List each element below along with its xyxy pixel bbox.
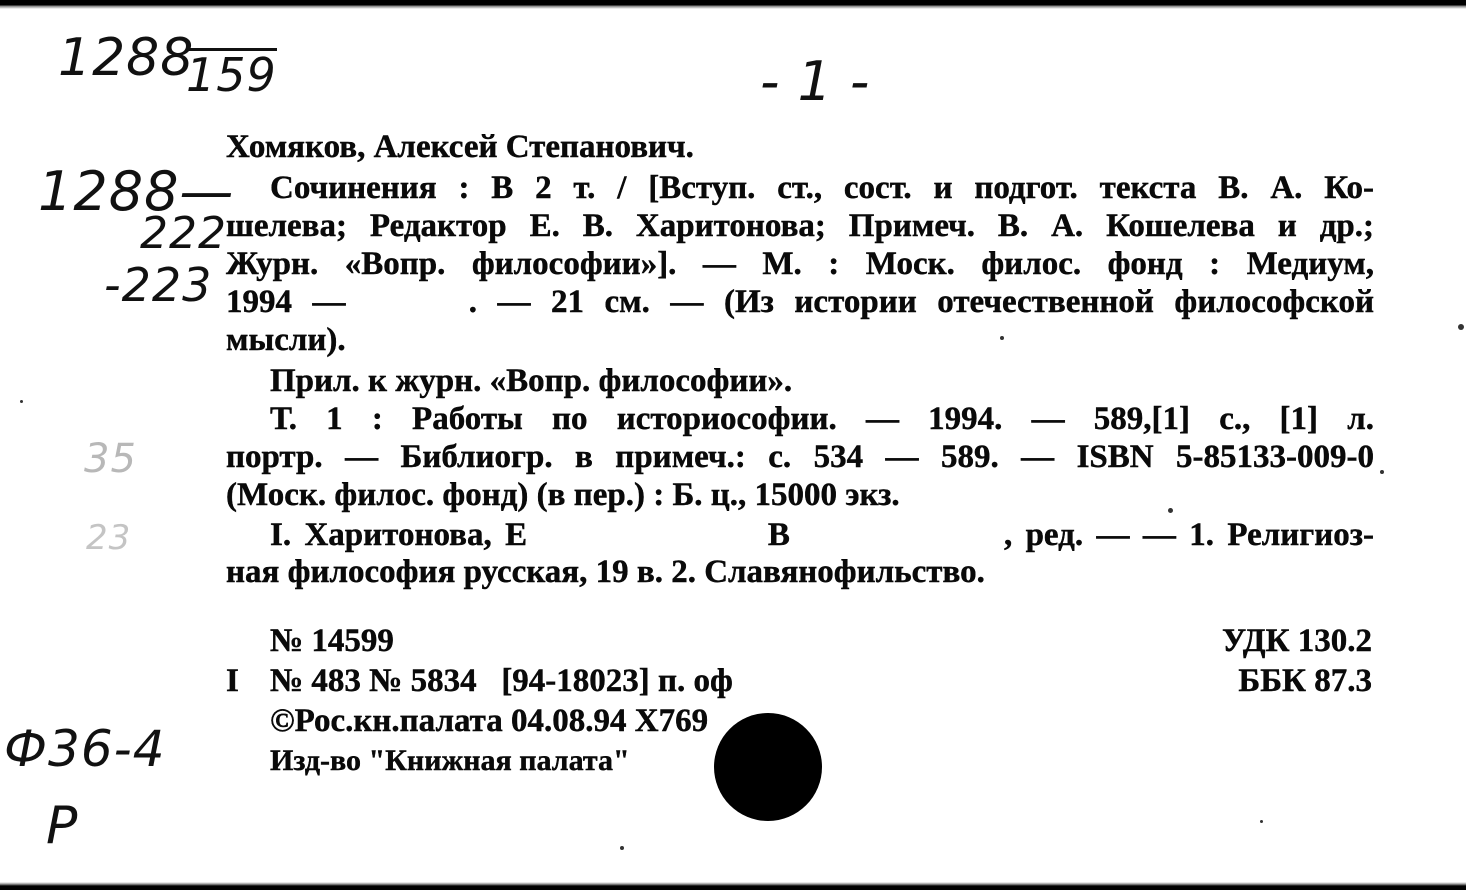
order-prefix: I (226, 663, 239, 699)
ink-blot (714, 713, 822, 821)
record-volume-line: (Моск. филос. фонд) (в пер.) : Б. ц., 15000 экз. (226, 477, 900, 513)
handwritten-code-bottom: Ф36-4 (4, 720, 166, 778)
handwritten-shelfmark-range-a: 222 (140, 208, 227, 259)
record-tracing-line: I. Харитонова, Е В , ред. — — 1. Религиоз- (270, 517, 1374, 553)
publisher-line: Изд-во "Книжная палата" (270, 744, 630, 777)
udk-code: УДК 130.2 (1221, 623, 1372, 659)
card-bottom-edge (0, 882, 1466, 890)
record-note: Прил. к журн. «Вопр. философии». (270, 363, 793, 399)
ink-speck (1380, 470, 1384, 474)
ink-speck (1458, 324, 1464, 330)
record-title-line: Журн. «Вопр. философии»]. — М. : Моск. филос. фонд : Медиум, (226, 246, 1374, 282)
order-line: № 483 № 5834 [94-18023] п. оф (270, 663, 733, 699)
handwritten-shelfmark-left: 1288— (38, 160, 235, 223)
ink-speck (20, 400, 23, 403)
handwritten-letter-bottom: Р (46, 796, 79, 856)
ink-speck (620, 846, 624, 850)
handwritten-shelfmark-range-b: -223 (104, 258, 213, 312)
record-title-line: Сочинения : В 2 т. / [Вступ. ст., сост. и подгот. текста В. А. Ко- (270, 170, 1374, 206)
copyright-line: ©Рос.кн.палата 04.08.94 Х769 (270, 703, 709, 739)
ink-speck (1168, 508, 1173, 513)
record-title-line: мысли). (226, 322, 346, 358)
record-title-line: 1994 — . — 21 см. — (Из истории отечественной философской (226, 284, 1374, 320)
record-title-line: шелева; Редактор Е. В. Харитонова; Примеч. В. А. Кошелева и др.; (226, 208, 1374, 244)
card-top-edge (0, 0, 1466, 9)
handwritten-shelfmark-top: 1288 (58, 28, 195, 88)
handwritten-sheet-number: -1- (760, 50, 888, 113)
ink-speck (1000, 336, 1004, 340)
handwritten-shelfmark-top-sub: 159 (186, 48, 277, 102)
record-number: № 14599 (270, 623, 394, 659)
ink-speck (1260, 820, 1263, 823)
record-author: Хомяков, Алексей Степанович. (226, 129, 694, 165)
faded-mark-b: 23 (86, 518, 132, 558)
bbk-code: ББК 87.3 (1238, 663, 1372, 699)
record-volume-line: Т. 1 : Работы по историософии. — 1994. — 589,[1] с., [1] л. (270, 401, 1374, 437)
faded-mark-a: 35 (84, 436, 137, 482)
record-volume-line: портр. — Библиогр. в примеч.: с. 534 — 589. — ISBN 5-85133-009-0 (226, 439, 1374, 475)
record-tracing-line: ная философия русская, 19 в. 2. Славянофильство. (226, 554, 985, 590)
